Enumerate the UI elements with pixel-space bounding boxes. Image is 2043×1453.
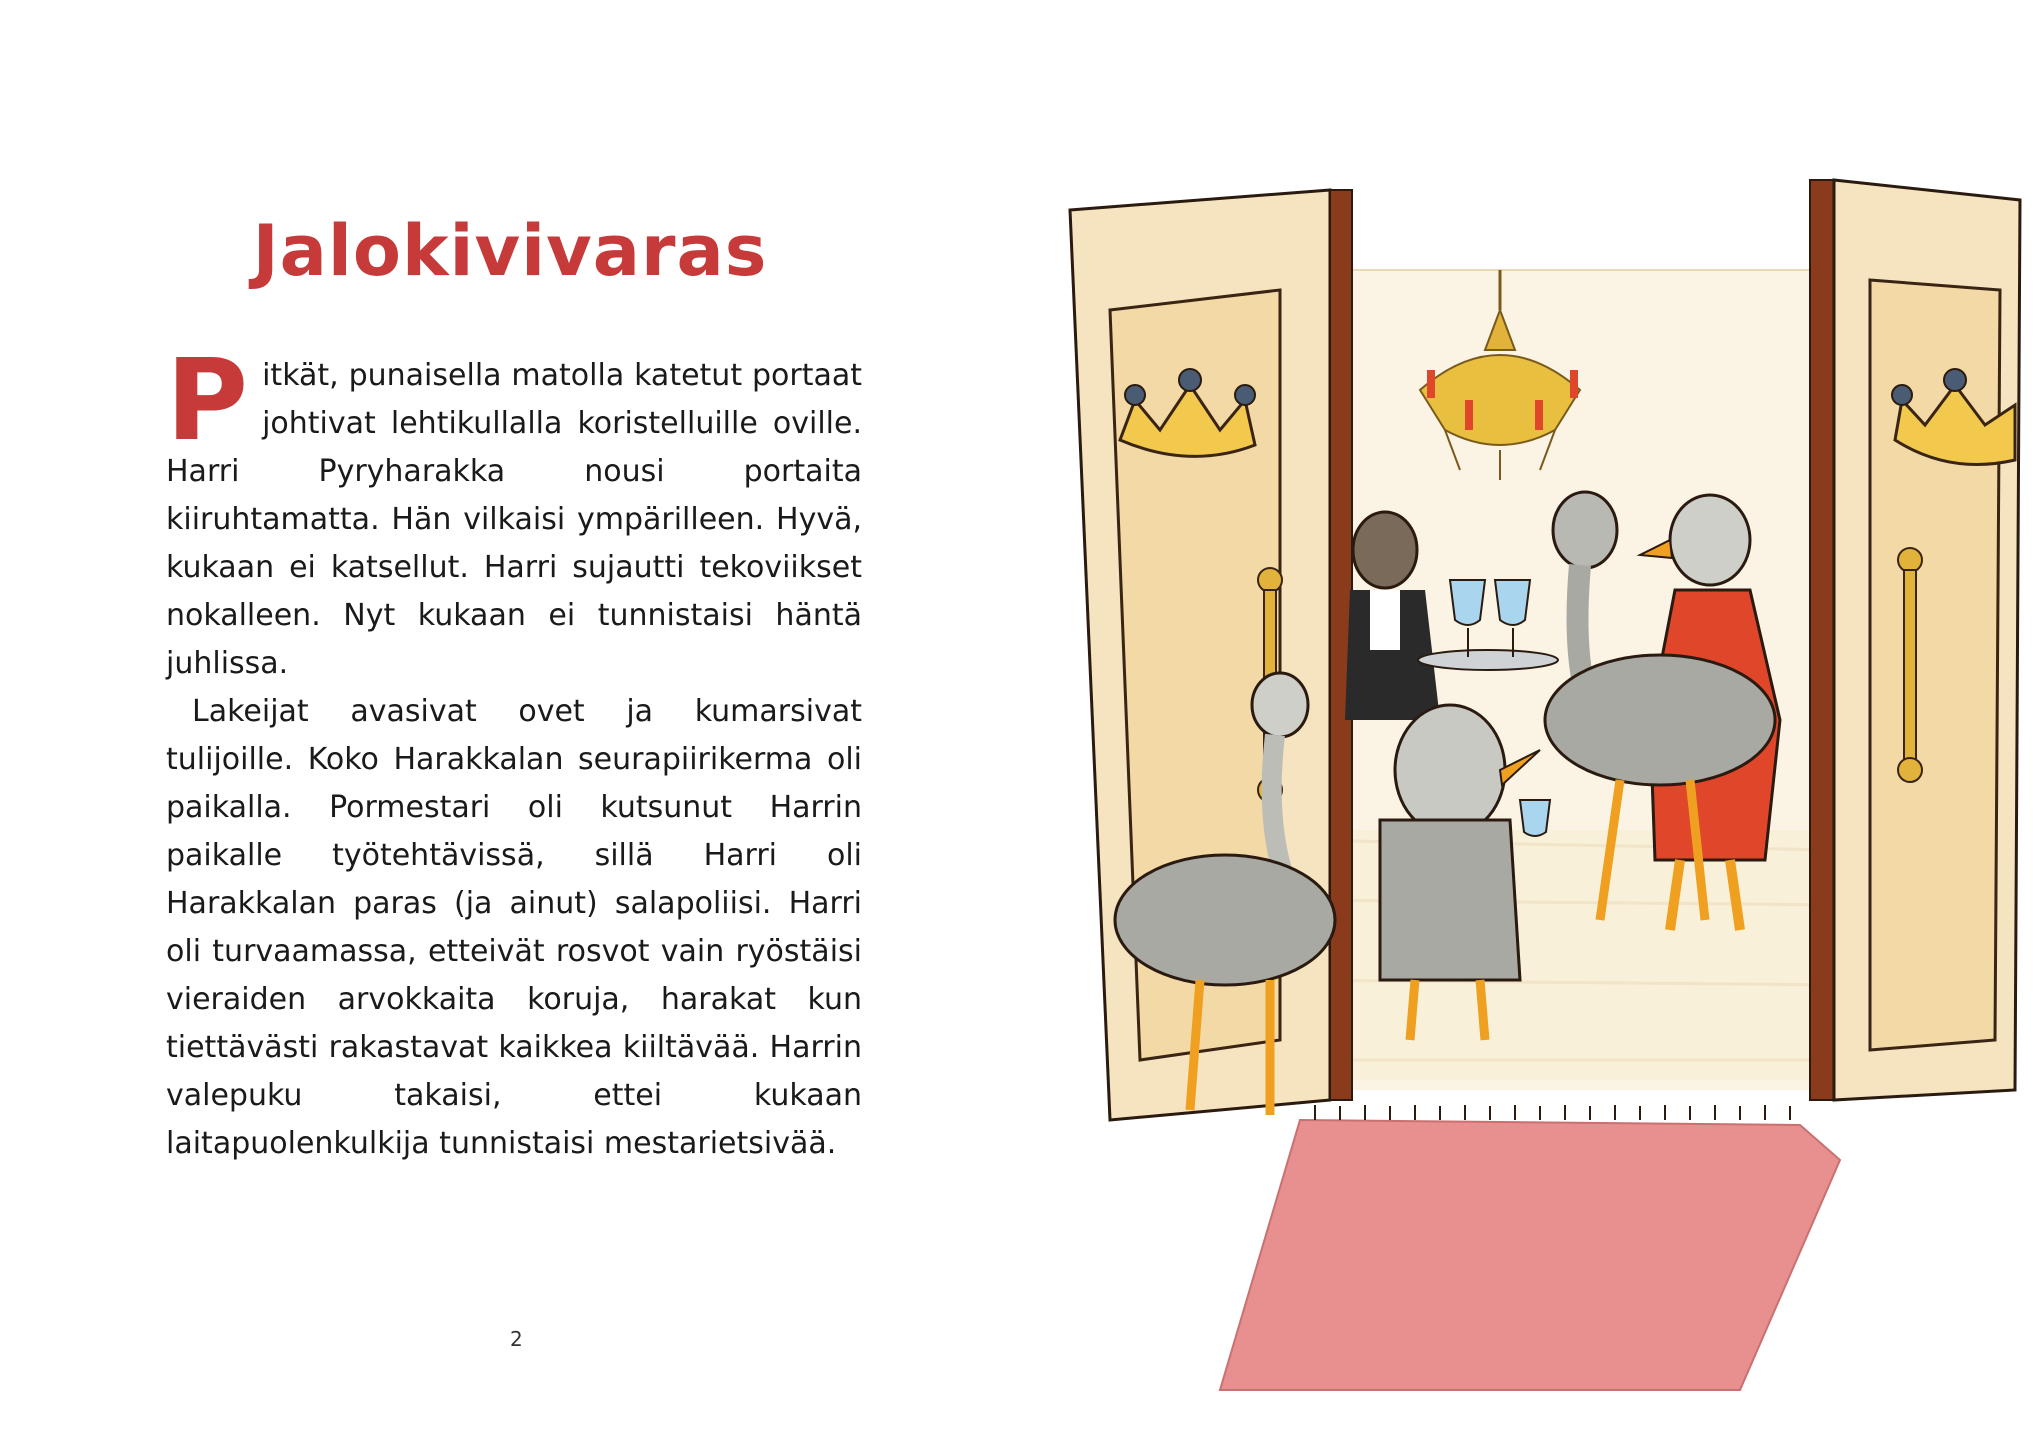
chapter-title: Jalokivivaras [252, 210, 768, 292]
drop-cap: P [166, 336, 249, 466]
ballroom-door-illustration [1040, 160, 2030, 1400]
paragraph-1-text: itkät, punaisella matolla katetut portaat johtivat lehtikullalla koristelluille oville. Harri Pyryharakka nousi portaita kiiruhtamatta. Hän vilkaisi ympärilleen. Hyvä, kukaan ei katsellut. Harri sujautti tekoviikset nokalleen. Nyt kukaan ei tunnistaisi häntä juhlissa. [166, 358, 862, 681]
left-page [0, 0, 1020, 1453]
paragraph-1 [166, 336, 862, 688]
story-text [166, 336, 862, 1168]
carpet-icon [1220, 1105, 1840, 1390]
right-door [1810, 180, 2020, 1100]
paragraph-2: Lakeijat avasivat ovet ja kumarsivat tulijoille. Koko Harakkalan seurapiirikerma oli paikalla. Pormestari oli kutsunut Harrin paikalle työtehtävissä, sillä Harri oli Harakkalan paras (ja ainut) salapoliisi. Harri oli turvaamassa, etteivät rosvot vain ryöstäisi vieraiden arvokkaita koruja, harakat kun tiettävästi rakastavat kaikkea kiiltävää. Harrin valepuku takaisi, ettei kukaan laitapuolenkulkija tunnistaisi mestarietsivää. [166, 694, 862, 1161]
page-number: 2 [510, 1327, 523, 1351]
